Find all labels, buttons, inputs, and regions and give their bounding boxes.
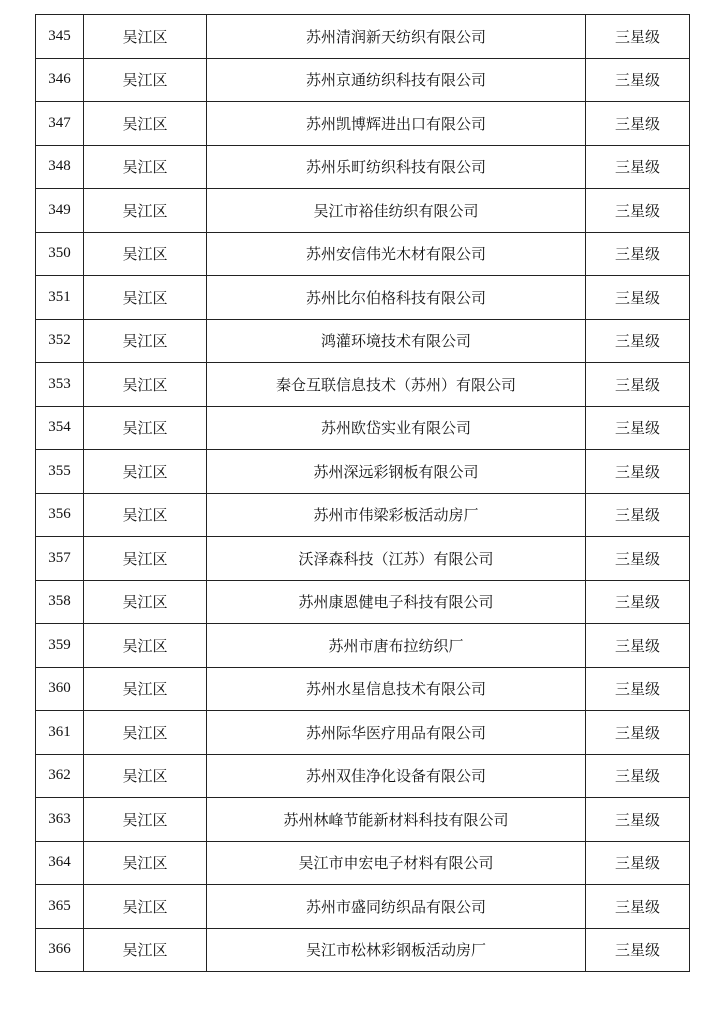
enterprise-rating-table (35, 14, 690, 972)
rating-level-cell: 三星级 (586, 667, 690, 711)
rating-level-cell: 三星级 (586, 406, 690, 450)
row-number: 348 (36, 145, 84, 189)
district-cell: 吴江区 (84, 450, 207, 494)
table-row (36, 319, 690, 363)
company-name-cell: 苏州康恩健电子科技有限公司 (207, 580, 586, 624)
company-name-cell: 苏州双佳净化设备有限公司 (207, 754, 586, 798)
company-name-cell: 苏州清润新天纺织有限公司 (207, 15, 586, 59)
district-cell: 吴江区 (84, 319, 207, 363)
row-number: 353 (36, 363, 84, 407)
district-cell: 吴江区 (84, 537, 207, 581)
company-name-cell: 苏州际华医疗用品有限公司 (207, 711, 586, 755)
row-number: 354 (36, 406, 84, 450)
district-cell: 吴江区 (84, 363, 207, 407)
table-row (36, 580, 690, 624)
rating-level-cell: 三星级 (586, 493, 690, 537)
table-row (36, 711, 690, 755)
table-row (36, 145, 690, 189)
row-number: 360 (36, 667, 84, 711)
table-row (36, 537, 690, 581)
district-cell: 吴江区 (84, 798, 207, 842)
row-number: 346 (36, 58, 84, 102)
company-name-cell: 苏州市盛同纺织品有限公司 (207, 885, 586, 929)
rating-level-cell: 三星级 (586, 754, 690, 798)
district-cell: 吴江区 (84, 580, 207, 624)
table-row (36, 15, 690, 59)
row-number: 347 (36, 102, 84, 146)
district-cell: 吴江区 (84, 754, 207, 798)
row-number: 358 (36, 580, 84, 624)
district-cell: 吴江区 (84, 102, 207, 146)
company-name-cell: 苏州乐町纺织科技有限公司 (207, 145, 586, 189)
district-cell: 吴江区 (84, 493, 207, 537)
rating-level-cell: 三星级 (586, 580, 690, 624)
table-row (36, 493, 690, 537)
company-name-cell: 苏州林峰节能新材料科技有限公司 (207, 798, 586, 842)
table-row (36, 276, 690, 320)
table-row (36, 624, 690, 668)
table-row (36, 363, 690, 407)
table-row (36, 189, 690, 233)
district-cell: 吴江区 (84, 58, 207, 102)
table-row (36, 667, 690, 711)
district-cell: 吴江区 (84, 189, 207, 233)
rating-level-cell: 三星级 (586, 928, 690, 972)
table-row (36, 754, 690, 798)
rating-level-cell: 三星级 (586, 15, 690, 59)
district-cell: 吴江区 (84, 928, 207, 972)
rating-level-cell: 三星级 (586, 624, 690, 668)
table-body (36, 15, 690, 972)
row-number: 356 (36, 493, 84, 537)
row-number: 349 (36, 189, 84, 233)
rating-level-cell: 三星级 (586, 145, 690, 189)
company-name-cell: 苏州市伟梁彩板活动房厂 (207, 493, 586, 537)
rating-level-cell: 三星级 (586, 841, 690, 885)
rating-level-cell: 三星级 (586, 102, 690, 146)
district-cell: 吴江区 (84, 15, 207, 59)
row-number: 362 (36, 754, 84, 798)
table-row (36, 885, 690, 929)
table-row (36, 928, 690, 972)
company-name-cell: 苏州安信伟光木材有限公司 (207, 232, 586, 276)
row-number: 364 (36, 841, 84, 885)
table-row (36, 102, 690, 146)
company-name-cell: 苏州京通纺织科技有限公司 (207, 58, 586, 102)
company-name-cell: 沃泽森科技（江苏）有限公司 (207, 537, 586, 581)
table-row (36, 798, 690, 842)
company-name-cell: 苏州凯博辉进出口有限公司 (207, 102, 586, 146)
company-name-cell: 秦仓互联信息技术（苏州）有限公司 (207, 363, 586, 407)
row-number: 366 (36, 928, 84, 972)
row-number: 351 (36, 276, 84, 320)
rating-level-cell: 三星级 (586, 450, 690, 494)
table-row (36, 450, 690, 494)
district-cell: 吴江区 (84, 406, 207, 450)
district-cell: 吴江区 (84, 232, 207, 276)
company-name-cell: 吴江市松林彩钢板活动房厂 (207, 928, 586, 972)
company-name-cell: 苏州欧岱实业有限公司 (207, 406, 586, 450)
company-name-cell: 鸿灌环境技术有限公司 (207, 319, 586, 363)
table-row (36, 58, 690, 102)
company-name-cell: 苏州深远彩钢板有限公司 (207, 450, 586, 494)
row-number: 359 (36, 624, 84, 668)
row-number: 361 (36, 711, 84, 755)
row-number: 350 (36, 232, 84, 276)
row-number: 352 (36, 319, 84, 363)
district-cell: 吴江区 (84, 885, 207, 929)
district-cell: 吴江区 (84, 276, 207, 320)
table-row (36, 841, 690, 885)
company-name-cell: 吴江市裕佳纺织有限公司 (207, 189, 586, 233)
company-name-cell: 苏州水星信息技术有限公司 (207, 667, 586, 711)
row-number: 345 (36, 15, 84, 59)
row-number: 365 (36, 885, 84, 929)
table-row (36, 232, 690, 276)
company-name-cell: 苏州比尔伯格科技有限公司 (207, 276, 586, 320)
rating-level-cell: 三星级 (586, 537, 690, 581)
rating-level-cell: 三星级 (586, 319, 690, 363)
table-row (36, 406, 690, 450)
company-name-cell: 苏州市唐布拉纺织厂 (207, 624, 586, 668)
rating-level-cell: 三星级 (586, 363, 690, 407)
rating-level-cell: 三星级 (586, 232, 690, 276)
district-cell: 吴江区 (84, 624, 207, 668)
rating-level-cell: 三星级 (586, 885, 690, 929)
row-number: 355 (36, 450, 84, 494)
district-cell: 吴江区 (84, 711, 207, 755)
district-cell: 吴江区 (84, 841, 207, 885)
company-name-cell: 吴江市申宏电子材料有限公司 (207, 841, 586, 885)
row-number: 357 (36, 537, 84, 581)
rating-level-cell: 三星级 (586, 189, 690, 233)
rating-level-cell: 三星级 (586, 711, 690, 755)
rating-level-cell: 三星级 (586, 58, 690, 102)
district-cell: 吴江区 (84, 145, 207, 189)
rating-level-cell: 三星级 (586, 276, 690, 320)
district-cell: 吴江区 (84, 667, 207, 711)
rating-level-cell: 三星级 (586, 798, 690, 842)
row-number: 363 (36, 798, 84, 842)
